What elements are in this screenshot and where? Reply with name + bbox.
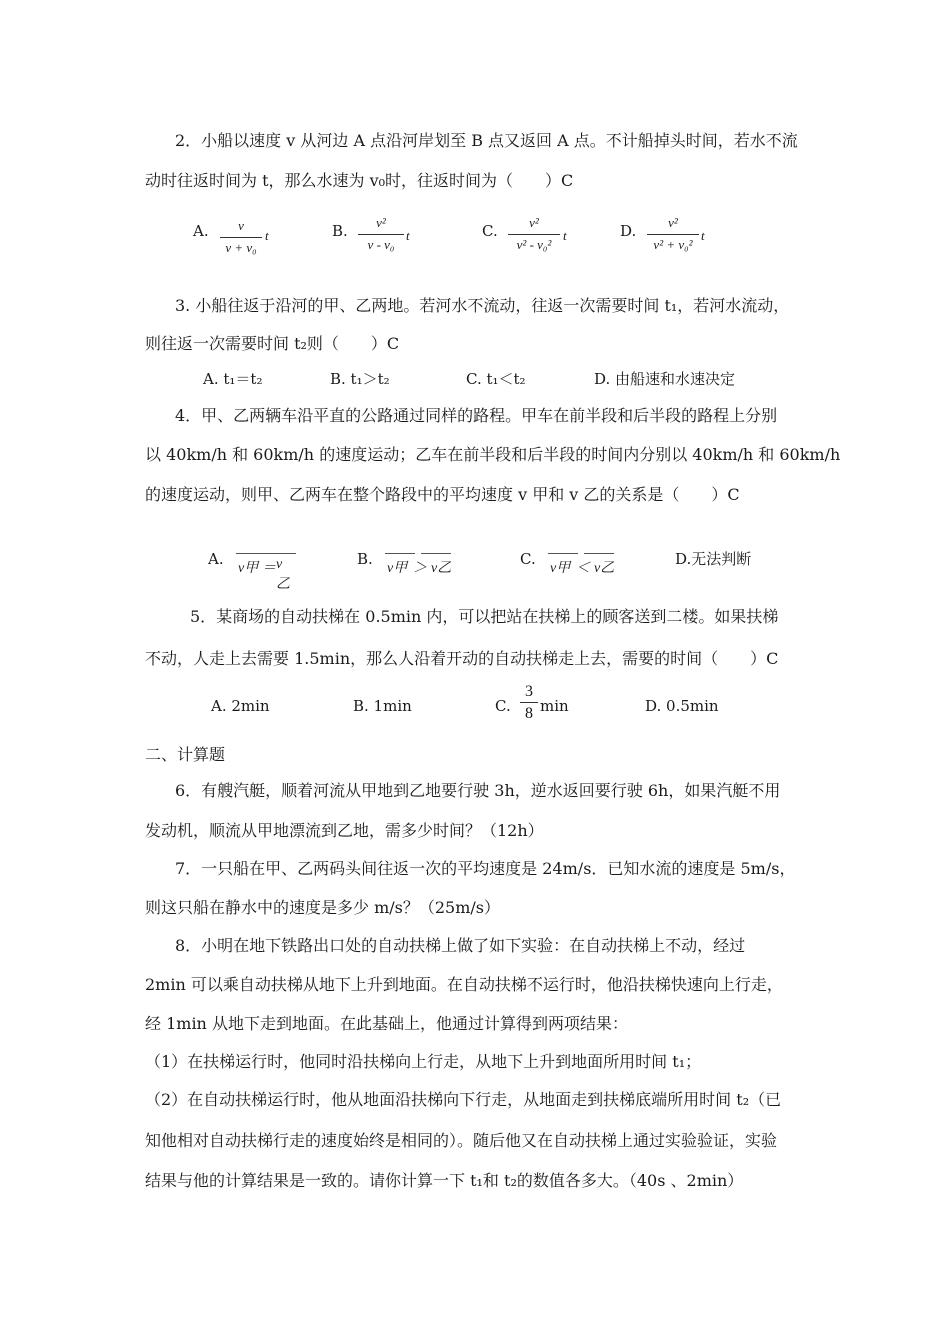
q4-option-c-expression: v甲 ＜ v乙 — [548, 553, 616, 579]
q5-option-d: D. 0.5min — [645, 697, 719, 715]
fraction-bar — [647, 234, 699, 235]
q2-option-b-label: B. — [332, 222, 348, 240]
q3-line-1: 3. 小船往返于沿河的甲、乙两地。若河水不流动，往返一次需要时间 t₁，若河水流动， — [175, 296, 790, 315]
q8-line-5: （2）在自动扶梯运行时，他从地面沿扶梯向下行走，从地面走到扶梯底端所用时间 t₂（已 — [145, 1090, 782, 1109]
q2-option-b-t: t — [406, 228, 410, 243]
fraction-bar — [358, 234, 404, 235]
q8-line-6: 知他相对自动扶梯行走的速度始终是相同的）。随后他又在自动扶梯上通过实验验证，实验 — [145, 1131, 778, 1150]
q7-line-1: 7．一只船在甲、乙两码头间往返一次的平均速度是 24m/s．已知水流的速度是 5m/s， — [175, 859, 796, 878]
q4-option-a-label: A. — [208, 550, 224, 568]
q2-option-d-t: t — [701, 228, 705, 243]
fraction-bar — [520, 702, 538, 703]
q2-line-2: 动时往返时间为 t，那么水速为 v₀时，往返时间为（ ）C — [145, 171, 574, 190]
q4-option-a-expression: v甲 ＝ v乙 — [236, 553, 296, 579]
q3-option-d: D. 由船速和水速决定 — [594, 370, 736, 388]
q4-option-c-label: C. — [520, 550, 536, 568]
q5-option-c-fraction — [520, 683, 538, 729]
q4-line-3: 的速度运动，则甲、乙两车在整个路段中的平均速度 v 甲和 v 乙的关系是（ ）C — [145, 485, 740, 504]
overline — [548, 553, 578, 554]
q2-line-1: 2．小船以速度 v 从河边 A 点沿河岸划至 B 点又返回 A 点。不计船掉头时间，若水不流 — [175, 131, 798, 150]
q2-option-c-fraction — [508, 215, 560, 261]
section-heading: 二、计算题 — [145, 745, 226, 764]
q6-line-1: 6．有艘汽艇，顺着河流从甲地到乙地要行驶 3h，逆水返回要行驶 6h，如果汽艇不用 — [175, 781, 781, 800]
q4-option-b-expression: v甲 ＞ v乙 — [385, 553, 453, 579]
q8-line-2: 2min 可以乘自动扶梯从地下上升到地面。在自动扶梯不运行时，他沿扶梯快速向上行走， — [145, 975, 783, 994]
q5-option-c-label: C. — [495, 697, 511, 715]
fraction-denominator: v² + v₀² — [653, 237, 693, 252]
q8-line-3: 经 1min 从地下走到地面。在此基础上，他通过计算得到两项结果： — [145, 1014, 628, 1033]
q8-line-1: 8．小明在地下铁路出口处的自动扶梯上做了如下实验：在自动扶梯上不动，经过 — [175, 936, 746, 955]
fraction-numerator: v² — [376, 215, 386, 230]
q4-option-b-label: B. — [357, 550, 373, 568]
q4-line-2: 以 40km/h 和 60km/h 的速度运动；乙车在前半段和后半段的时间内分别以 40km/h 和 60km/h — [145, 445, 841, 464]
q5-option-c-unit: min — [540, 697, 569, 715]
q3-option-b: B. t₁＞t₂ — [330, 370, 390, 388]
fraction-bar — [508, 234, 560, 235]
q2-option-a-label: A. — [193, 222, 209, 240]
q6-line-2: 发动机，顺流从甲地漂流到乙地，需多少时间？（12h） — [145, 821, 544, 840]
fraction-denominator: v - v₀ — [367, 237, 395, 252]
overline — [584, 553, 614, 554]
fraction-denominator: 8 — [525, 705, 533, 722]
overline — [385, 553, 415, 554]
q4-option-d: D.无法判断 — [675, 550, 752, 568]
q5-option-a: A. 2min — [211, 697, 270, 715]
q8-line-7: 结果与他的计算结果是一致的。请你计算一下 t₁和 t₂的数值各多大。（40s 、2min） — [145, 1171, 744, 1190]
q2-option-b-fraction — [358, 215, 404, 261]
q8-line-4: （1）在扶梯运行时，他同时沿扶梯向上行走，从地下上升到地面所用时间 t₁； — [145, 1052, 702, 1071]
q2-option-d-label: D. — [620, 222, 637, 240]
q3-line-2: 则往返一次需要时间 t₂则（ ）C — [145, 334, 400, 353]
fraction-bar — [220, 237, 262, 238]
fraction-numerator: v² — [529, 215, 539, 230]
q3-option-a: A. t₁＝t₂ — [203, 370, 263, 388]
fraction-denominator: v² - v₀² — [516, 237, 552, 252]
fraction-numerator: v — [238, 218, 244, 233]
q3-option-c: C. t₁＜t₂ — [466, 370, 526, 388]
q2-option-a-t: t — [265, 228, 269, 243]
q2-option-d-fraction — [647, 215, 699, 261]
q5-line-1: 5．某商场的自动扶梯在 0.5min 内，可以把站在扶梯上的顾客送到二楼。如果扶梯 — [190, 607, 779, 626]
q7-line-2: 则这只船在静水中的速度是多少 m/s？（25m/s） — [145, 898, 500, 917]
overline — [266, 553, 296, 554]
overline — [236, 553, 266, 554]
q5-line-2: 不动，人走上去需要 1.5min，那么人沿着开动的自动扶梯走上去，需要的时间（ ）C — [145, 649, 779, 668]
fraction-numerator: v² — [668, 215, 678, 230]
q2-option-c-label: C. — [482, 222, 498, 240]
q2-option-a-fraction — [220, 218, 262, 262]
q4-line-1: 4．甲、乙两辆车沿平直的公路通过同样的路程。甲车在前半段和后半段的路程上分别 — [175, 406, 778, 425]
overline — [421, 553, 451, 554]
q5-option-b: B. 1min — [353, 697, 412, 715]
fraction-denominator: v + v₀ — [225, 240, 257, 255]
q2-option-c-t: t — [563, 228, 567, 243]
fraction-numerator: 3 — [525, 683, 533, 700]
